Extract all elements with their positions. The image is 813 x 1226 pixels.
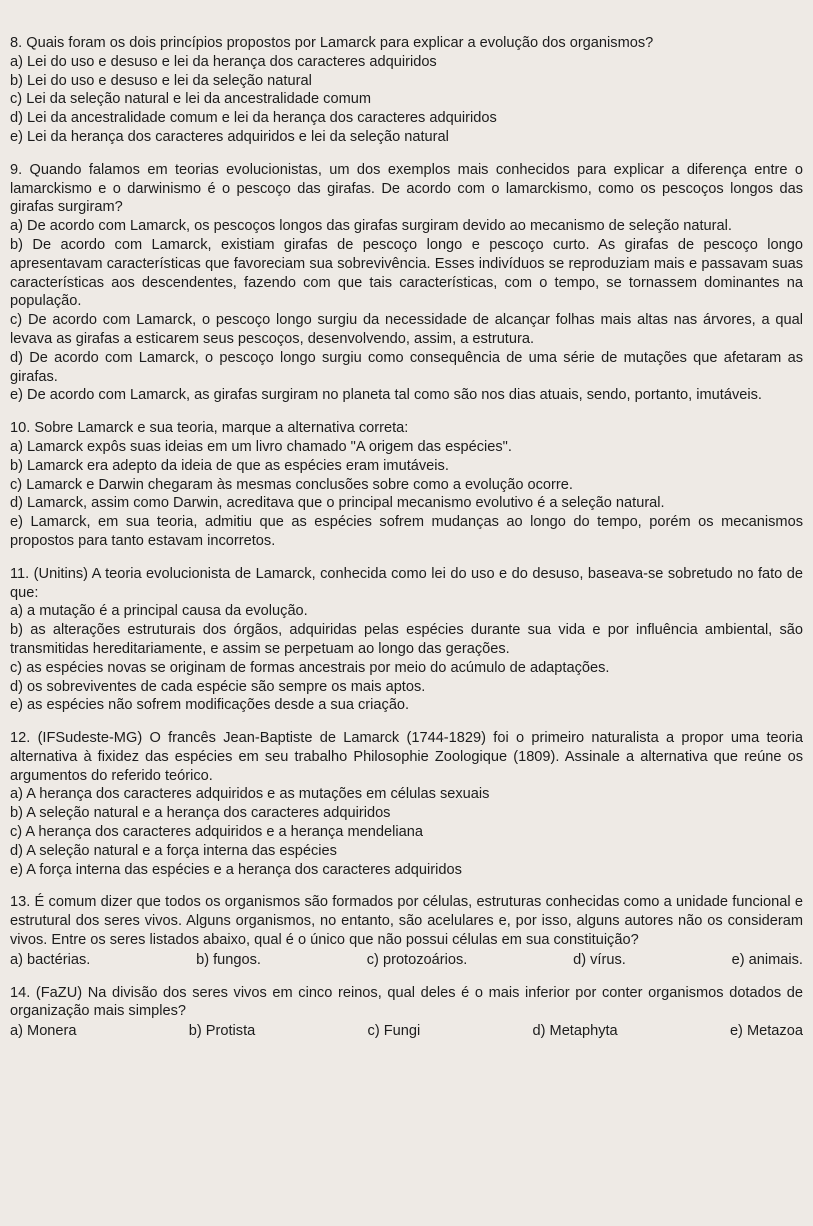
option-a: a) bactérias. xyxy=(10,951,91,968)
option-c: c) Fungi xyxy=(367,1023,421,1040)
question-14 xyxy=(10,984,803,1041)
question-10 xyxy=(10,419,803,551)
option-b: b) fungos. xyxy=(196,951,261,968)
option-e: e) Metazoa xyxy=(729,1023,803,1040)
option-d: d) vírus. xyxy=(573,951,626,968)
option-c: c) De acordo com Lamarck, o pescoço longo surgiu da necessidade de alcançar folhas mais altas nas árvores, a qual levava as girafas a esticarem seus pescoços, desenvolvendo, assim, a estrutura. xyxy=(10,312,803,347)
option-e: e) Lei da herança dos caracteres adquiridos e lei da seleção natural xyxy=(10,128,449,145)
options-list xyxy=(10,602,803,715)
option-d: d) Lamarck, assim como Darwin, acreditava que o principal mecanismo evolutivo é a seleção natural. xyxy=(10,495,665,512)
question-stem: 8. Quais foram os dois princípios propostos por Lamarck para explicar a evolução dos organismos? xyxy=(10,35,654,51)
option-a: a) Monera xyxy=(10,1023,77,1040)
option-d: d) Metaphyta xyxy=(532,1023,618,1040)
question-stem: 12. (IFSudeste-MG) O francês Jean-Baptiste de Lamarck (1744-1829) foi o primeiro naturalista a propor uma teoria alternativa à fixidez das espécies em seu trabalho Philosophie Zoologique (1809). Assinale a alternativa que reúne os argumentos do referido teórico. xyxy=(10,730,803,784)
option-a: a) Lamarck expôs suas ideias em um livro chamado "A origem das espécies". xyxy=(10,438,512,455)
options-list xyxy=(10,217,803,405)
option-b: b) A seleção natural e a herança dos caracteres adquiridos xyxy=(10,805,391,822)
option-c: c) A herança dos caracteres adquiridos e a herança mendeliana xyxy=(10,824,423,841)
option-c: c) as espécies novas se originam de formas ancestrais por meio do acúmulo de adaptações. xyxy=(10,659,610,676)
option-a: a) De acordo com Lamarck, os pescoços longos das girafas surgiram devido ao mecanismo de seleção natural. xyxy=(10,218,732,235)
option-b: b) Lei do uso e desuso e lei da seleção natural xyxy=(10,72,312,89)
option-e: e) animais. xyxy=(731,951,803,968)
options-row xyxy=(10,951,803,970)
option-c: c) protozoários. xyxy=(366,951,468,968)
option-d: d) A seleção natural e a força interna das espécies xyxy=(10,842,337,859)
option-c: c) Lei da seleção natural e lei da ancestralidade comum xyxy=(10,91,371,108)
question-13 xyxy=(10,893,803,969)
option-d: d) Lei da ancestralidade comum e lei da herança dos caracteres adquiridos xyxy=(10,110,497,127)
option-d: d) De acordo com Lamarck, o pescoço longo surgiu como consequência de uma série de mutações que afetaram as girafas. xyxy=(10,349,803,385)
option-b: b) Lamarck era adepto da ideia de que as espécies eram imutáveis. xyxy=(10,457,449,474)
option-e: e) A força interna das espécies e a herança dos caracteres adquiridos xyxy=(10,861,462,878)
option-e: e) as espécies não sofrem modificações desde a sua criação. xyxy=(10,697,410,714)
options-list xyxy=(10,785,803,879)
question-12 xyxy=(10,729,803,879)
question-stem: 13. É comum dizer que todos os organismos são formados por células, estruturas conhecidas como a unidade funcional e estrutural dos seres vivos. Alguns organismos, no entanto, são acelulares e, por isso, alguns autores não os consideram vivos. Entre os seres listados abaixo, qual é o único que não possui células em sua constituição? xyxy=(10,894,803,949)
option-d: d) os sobreviventes de cada espécie são sempre os mais aptos. xyxy=(10,678,426,695)
option-b: b) as alterações estruturais dos órgãos, adquiridas pelas espécies durante sua vida e por influência ambiental, são transmitidas hereditariamente, e assim se perpetuam ao longo das gerações. xyxy=(10,622,803,657)
options-list xyxy=(10,438,803,551)
question-stem: 10. Sobre Lamarck e sua teoria, marque a alternativa correta: xyxy=(10,420,409,437)
options-list xyxy=(10,53,803,147)
option-a: a) a mutação é a principal causa da evolução. xyxy=(10,603,308,620)
option-b: b) Protista xyxy=(188,1023,256,1040)
question-9 xyxy=(10,161,803,405)
options-row xyxy=(10,1022,803,1041)
question-8 xyxy=(10,34,803,147)
option-a: a) A herança dos caracteres adquiridos e as mutações em células sexuais xyxy=(10,786,490,803)
option-c: c) Lamarck e Darwin chegaram às mesmas conclusões sobre como a evolução ocorre. xyxy=(10,476,573,493)
option-e: e) De acordo com Lamarck, as girafas surgiram no planeta tal como são nos dias atuais, sendo, portanto, imutáveis. xyxy=(10,387,762,404)
option-a: a) Lei do uso e desuso e lei da herança dos caracteres adquiridos xyxy=(10,53,437,70)
question-stem: 11. (Unitins) A teoria evolucionista de Lamarck, conhecida como lei do uso e do desuso, baseava-se sobretudo no fato de que: xyxy=(10,565,803,601)
question-stem: 9. Quando falamos em teorias evolucionistas, um dos exemplos mais conhecidos para explicar a diferença entre o lamarckismo e o darwinismo é o pescoço das girafas. De acordo com o lamarckismo, como os pescoços longos das girafas surgiram? xyxy=(10,161,803,216)
question-stem: 14. (FaZU) Na divisão dos seres vivos em cinco reinos, qual deles é o mais inferior por conter organismos dotados de organização mais simples? xyxy=(10,984,803,1020)
option-e: e) Lamarck, em sua teoria, admitiu que as espécies sofrem mudanças ao longo do tempo, porém os mecanismos propostos para tanto estavam incorretos. xyxy=(10,514,803,549)
option-b: b) De acordo com Lamarck, existiam girafas de pescoço longo e pescoço curto. As girafas de pescoço longo apresentavam características que favoreciam sua sobrevivência. Esses indivíduos se reproduziam mais e passavam suas características aos descendentes, fazendo com que tais características, com o tempo, se tornassem dominantes na população. xyxy=(10,236,803,310)
question-11 xyxy=(10,565,803,715)
